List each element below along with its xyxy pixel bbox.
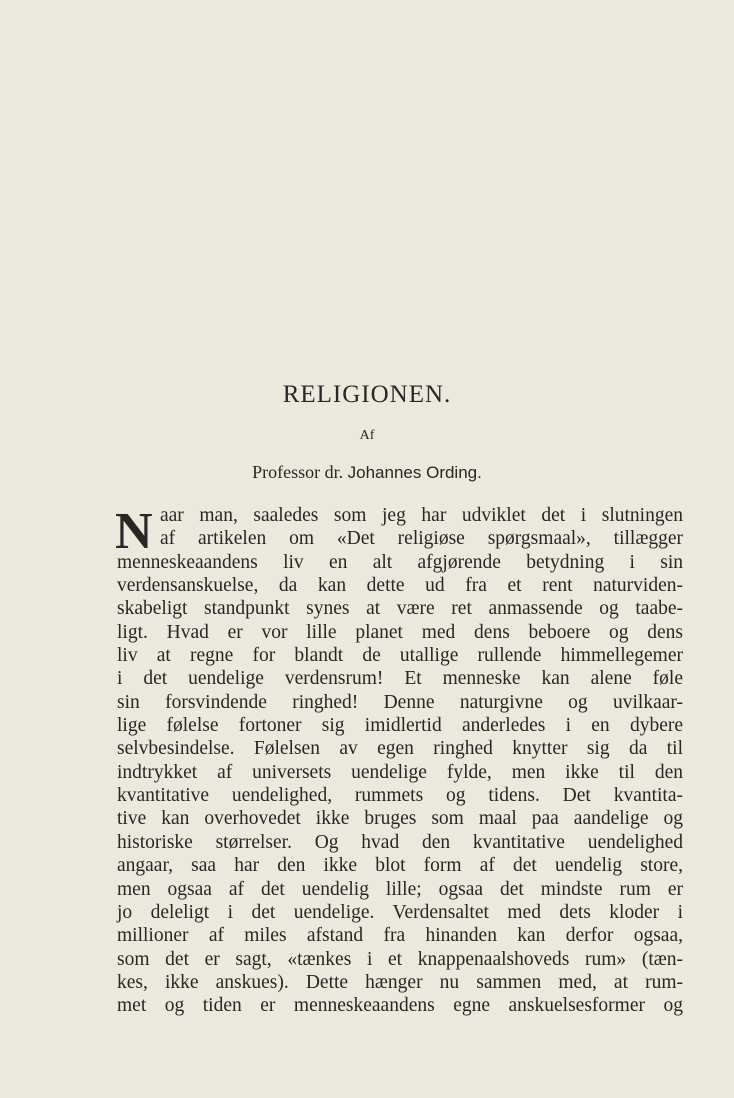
author-title: Professor dr.	[252, 462, 344, 482]
byline-prefix: Af	[359, 428, 375, 443]
text-line: met og tiden er menneskeaandens egne anskuelsesformer og	[117, 995, 683, 1017]
text-line: tive kan overhovedet ikke bruges som maal paa aandelige og	[117, 808, 683, 830]
text-line: ligt. Hvad er vor lille planet med dens beboere og dens	[117, 621, 683, 643]
author-line	[0, 462, 734, 483]
text-line: skabeligt standpunkt synes at være ret anmassende og taabe-	[117, 598, 683, 620]
article-title: RELIGIONEN.	[282, 381, 452, 408]
article-body	[117, 504, 683, 1018]
text-line: liv at regne for blandt de utallige rullende himmellegemer	[117, 645, 683, 667]
text-line: sin forsvindende ringhed! Denne naturgivne og uvilkaar-	[117, 691, 683, 713]
text-line: angaar, saa har den ikke blot form af det uendelig store,	[117, 855, 683, 877]
text-line: kes, ikke anskues). Dette hænger nu sammen med, at rum-	[117, 971, 683, 993]
text-line: men ogsaa af det uendelig lille; ogsaa det mindste rum er	[117, 878, 683, 900]
text-lines	[117, 504, 683, 1018]
text-line: i det uendelige verdensrum! Et menneske kan alene føle	[117, 668, 683, 690]
text-line: verdensanskuelse, da kan dette ud fra et rent naturviden-	[117, 575, 683, 597]
text-line: kvantitative uendelighed, rummets og tidens. Det kvantita-	[117, 785, 683, 807]
text-line: som det er sagt, «tænkes i et knappenaalshoveds rum» (tæn-	[117, 948, 683, 970]
text-line: jo deleligt i det uendelige. Verdensaltet med dets kloder i	[117, 901, 683, 923]
author-name: Johannes Ording.	[347, 463, 482, 482]
text-line: aar man, saaledes som jeg har udviklet det i slutningen	[160, 505, 683, 526]
text-line: indtrykket af universets uendelige fylde, men ikke til den	[117, 761, 683, 783]
text-line: lige følelse fortoner sig imidlertid anderledes i en dybere	[117, 715, 683, 737]
text-line: menneskeaandens liv en alt afgjørende betydning i sin	[117, 551, 683, 573]
text-line: millioner af miles afstand fra hinanden kan derfor ogsaa,	[117, 925, 683, 947]
text-line: selvbesindelse. Følelsen av egen ringhed knytter sig da til	[117, 738, 683, 760]
text-line: af artikelen om «Det religiøse spørgsmaal», tillægger	[160, 528, 683, 550]
drop-cap: N	[115, 503, 153, 560]
text-line: historiske størrelser. Og hvad den kvantitative uendelighed	[117, 831, 683, 853]
